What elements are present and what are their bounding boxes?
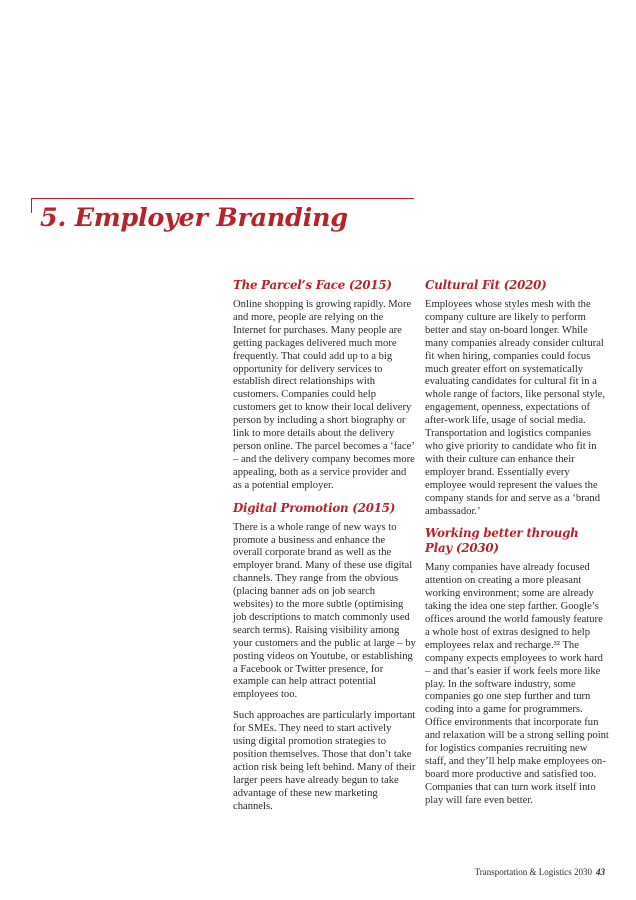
- section-heading-parcels-face: The Parcel’s Face (2015): [233, 278, 392, 292]
- section-heading-cultural-fit: Cultural Fit (2020): [425, 278, 547, 292]
- title-rule-horizontal: [31, 198, 414, 199]
- footer-publication: Transportation & Logistics 2030: [474, 867, 592, 877]
- left-column: [233, 278, 416, 814]
- paragraph-digital-promotion-2: Such approaches are particularly important for SMEs. They need to start actively using digital promotion strategies to position themselves. Those that don’t take action risk being left behind. Many of their larger peers have already begun to take advantage of these new marketing channels.: [233, 710, 416, 812]
- title-rule-vertical: [31, 198, 32, 213]
- paragraph-digital-promotion-1: There is a whole range of new ways to promote a business and enhance the overall corporate brand as well as the employer brand. Many of these use digital channels. They range from the obvious (placing banner ads on job search websites) to the more subtle (optimising job descriptions to match commonly used search terms). Raising visibility among your customers and the public at large – by posting videos on Youtube, or establishing a Facebook or Twitter presence, for example can help attract potential employees too.: [233, 521, 416, 701]
- paragraph-working-better-through-play: Many companies have already focused attention on creating a more pleasant working environment; some are already taking the idea one step farther. Google’s offices around the world famously feature a whole host of extras designed to help employees relax and recharge.³² The company expects employees to work hard – and that’s easier if work feels more like play. In the software industry, some companies go one step further and turn coding into a game for programmers. Office environments that incorporate fun and relaxation will be a strong selling point for logistics companies recruiting new staff, and they’ll help make employees on-board more productive and satisfied too. Companies that can turn work itself into play will fare even better.: [425, 562, 609, 806]
- paragraph-cultural-fit: Employees whose styles mesh with the company culture are likely to perform better and stay on-board longer. While many companies already consider cultural fit when hiring, companies could focus much greater effort on systematically evaluating candidates for cultural fit in a whole range of factors, like personal style, engagement, openness, expectations of after-work life, usage of social media. Transportation and logistics companies who give priority to candidate who fit in with their culture can enhance their employer brand. Essentially every employee would represent the values the company stands for and serve as a ‘brand ambassador.’: [425, 299, 606, 517]
- page-footer: [475, 867, 605, 877]
- page-title: 5. Employer Branding: [40, 203, 348, 233]
- paragraph-parcels-face: Online shopping is growing rapidly. More and more, people are relying on the Internet for purchases. Many people are getting packages delivered much more frequently. That could add up to a big opportunity for delivery services to establish direct relationships with customers. Companies could help customers get to know their local delivery person by including a short biography or link to more details about the delivery person online. The parcel becomes a ‘face’ – and the delivery company becomes more appealing, both as a service provider and as a potential employer.: [233, 299, 415, 491]
- section-heading-digital-promotion: Digital Promotion (2015): [233, 500, 396, 515]
- section-heading-working-better-through-play: Working better through Play (2030): [425, 526, 579, 556]
- page-number: 43: [596, 867, 605, 877]
- right-column: [425, 278, 609, 808]
